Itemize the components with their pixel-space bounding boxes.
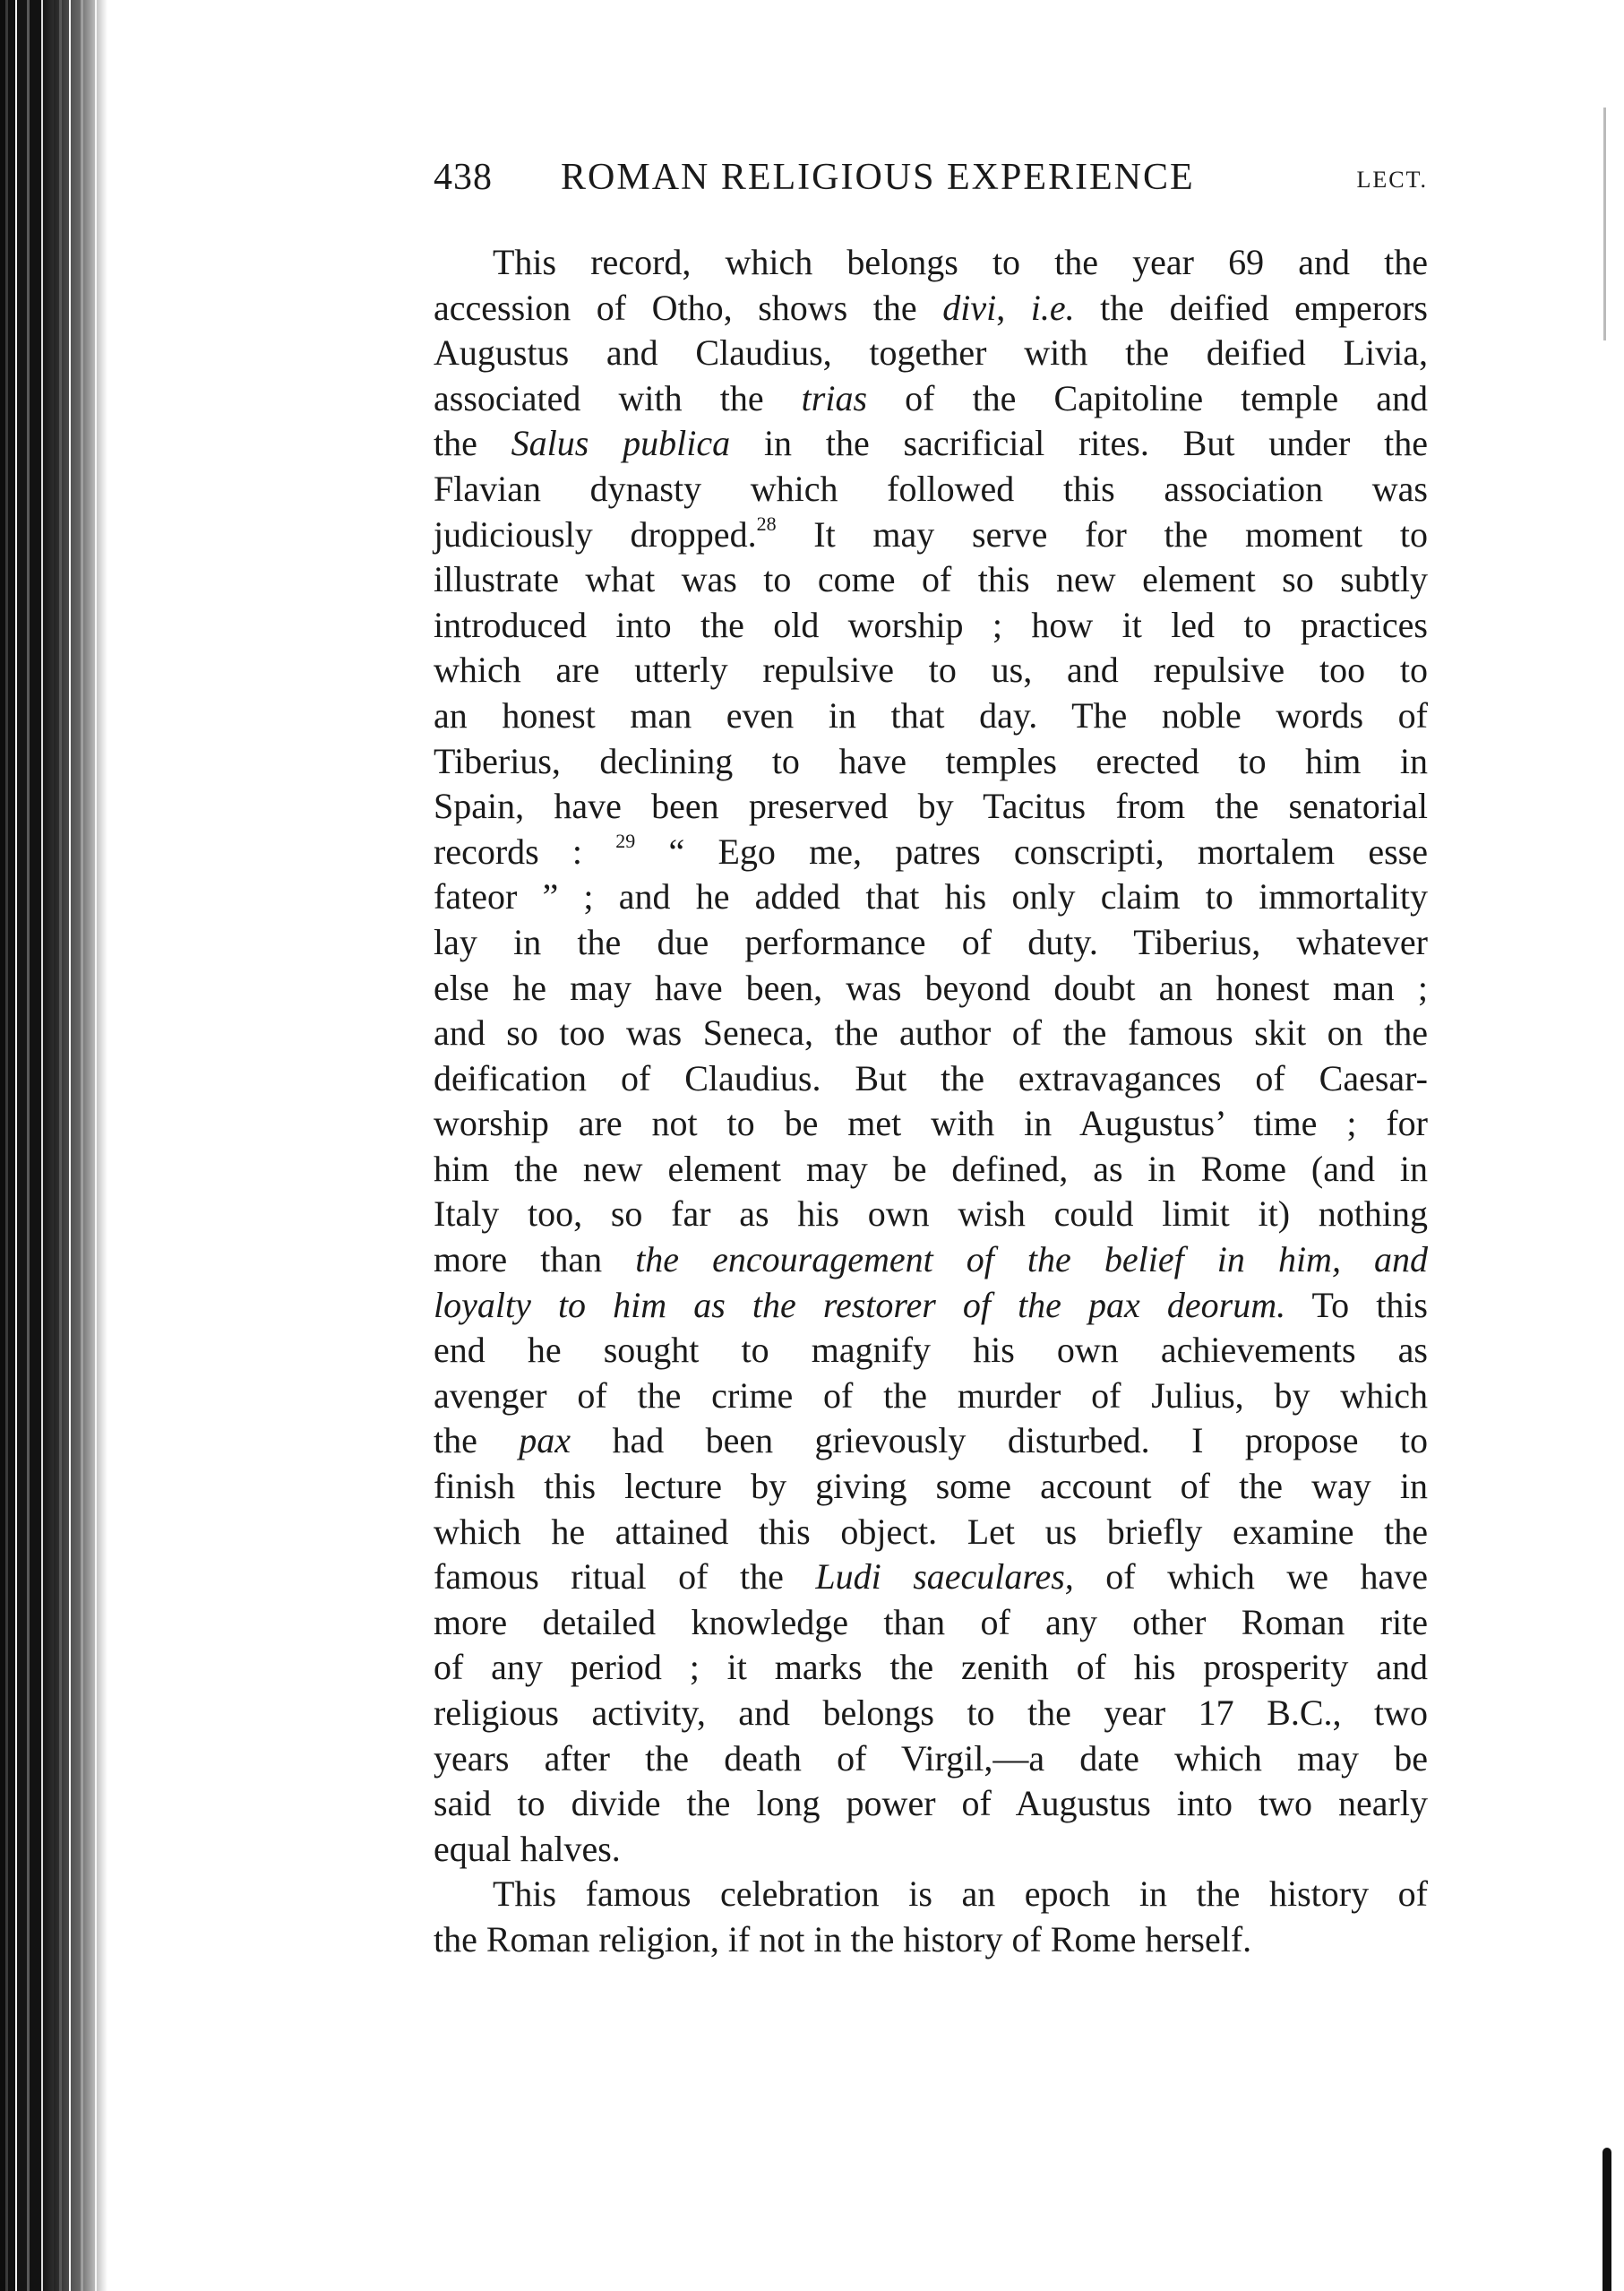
text-line: associated with the trias of the Capitoline temple and [434,377,1428,418]
text-line: years after the death of Virgil,—a date which may be [434,1737,1428,1779]
page-edge-mark [1603,108,1606,340]
text-line: more detailed knowledge than of any other Roman rite [434,1601,1428,1642]
body-text [434,240,1428,1963]
text-line: Augustus and Claudius, together with the deified Livia, [434,332,1428,374]
page-edge-shadow [1603,2148,1611,2291]
text-line: Tiberius, declining to have temples erected to him in [434,740,1428,781]
text-line: famous ritual of the Ludi saeculares, of which we have [434,1556,1428,1598]
text-line: the Roman religion, if not in the history of Rome herself. [434,1918,1252,1959]
text-line: This record, which belongs to the year 69 and the [493,242,1428,282]
text-line: religious activity, and belongs to the year 17 B.C., two [434,1692,1428,1733]
running-title: ROMAN RELIGIOUS EXPERIENCE [561,157,1195,198]
text-line: records : $^{29}$ “ Ego me, patres conscripti, mortalem esse [434,829,1429,872]
text-line: him the new element may be defined, as in Rome (and in [434,1148,1428,1189]
text-line: said to divide the long power of Augustus into two nearly [434,1783,1428,1824]
running-header [434,156,1428,210]
text-line: worship are not to be met with in Augustus’ time ; for [434,1103,1428,1144]
text-line: more than the encouragement of the belief in him, and [434,1239,1429,1280]
text-line: the Salus publica in the sacrificial rites. But under the [434,423,1428,464]
text-line: illustrate what was to come of this new element so subtly [434,559,1428,600]
text-line: judiciously dropped.$^{28}$ It may serve for the moment to [434,512,1428,555]
text-line: Spain, have been preserved by Tacitus from the senatorial [434,786,1428,827]
page-number: 438 [434,157,493,198]
text-line: This famous celebration is an epoch in the history of [493,1873,1428,1915]
text-line: which he attained this object. Let us briefly examine the [434,1511,1428,1552]
text-line: Italy too, so far as his own wish could limit it) nothing [434,1193,1428,1235]
text-line: Flavian dynasty which followed this association was [434,468,1428,509]
book-binding-edge [0,0,107,2291]
text-line: the pax had been grievously disturbed. I propose to [434,1420,1428,1461]
section-label: LECT. [1356,167,1428,193]
text-line: equal halves. [434,1828,621,1869]
text-line: an honest man even in that day. The noble words of [434,694,1428,736]
text-line: avenger of the crime of the murder of Julius, by which [434,1374,1428,1416]
footnote-ref: 29 [615,829,636,852]
text-line: and so too was Seneca, the author of the famous skit on the [434,1012,1428,1054]
text-line: lay in the due performance of duty. Tiberius, whatever [434,921,1428,962]
text-line: which are utterly repulsive to us, and repulsive too to [434,650,1428,691]
text-line: deification of Claudius. But the extravagances of Caesar- [434,1057,1428,1098]
footnote-ref: 28 [756,512,777,535]
text-line: of any period ; it marks the zenith of his prosperity and [434,1647,1428,1688]
text-line: fateor ” ; and he added that his only claim to immortality [434,876,1428,917]
text-line: else he may have been, was beyond doubt an honest man ; [434,967,1428,1008]
text-line: accession of Otho, shows the divi, i.e. the deified emperors [434,287,1428,328]
text-line: introduced into the old worship ; how it led to practices [434,604,1428,645]
text-line: end he sought to magnify his own achievements as [434,1330,1428,1371]
text-line: finish this lecture by giving some account of the way in [434,1466,1428,1507]
text-line: loyalty to him as the restorer of the pax deorum. To this [434,1284,1428,1325]
